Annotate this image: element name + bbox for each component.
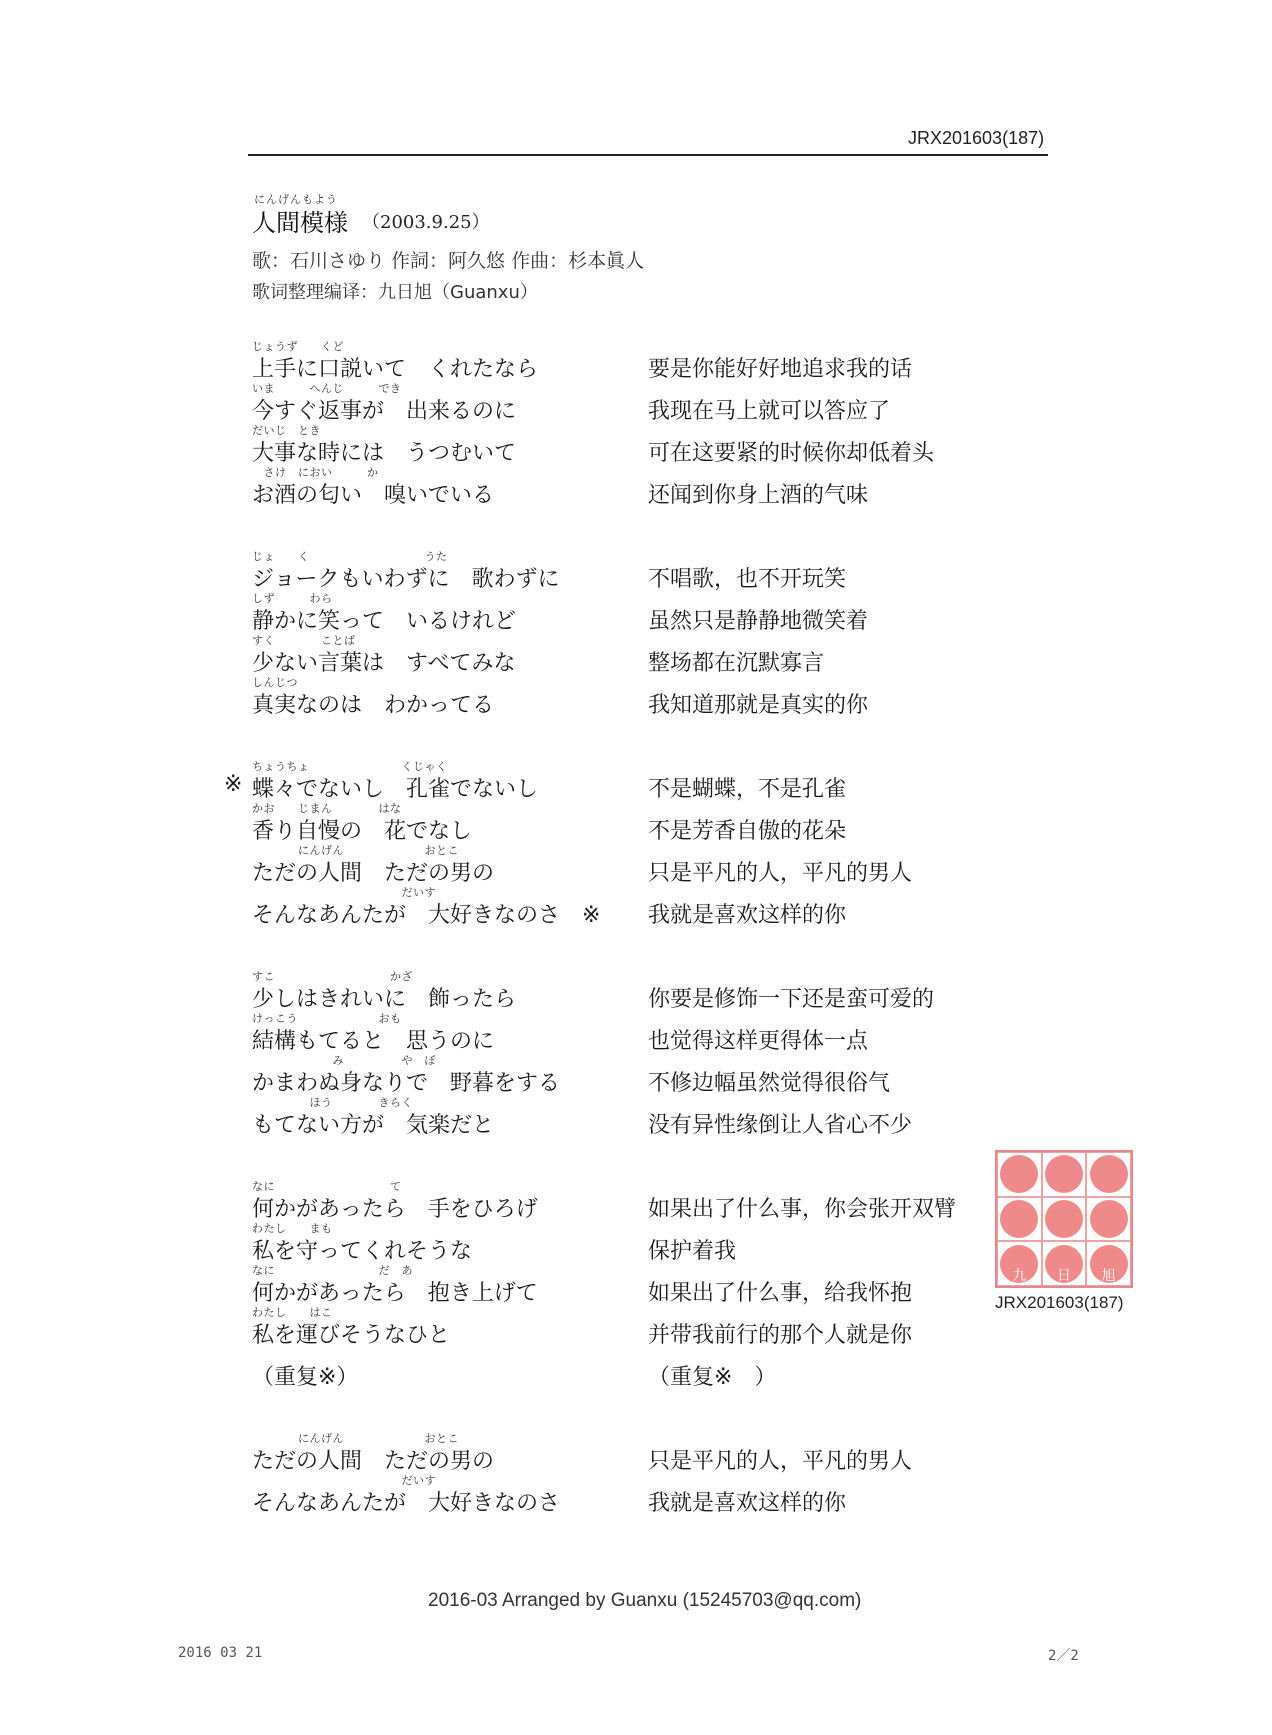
seal-char: 九 [1012, 1268, 1027, 1284]
arranged-by-footer: 2016-03 Arranged by Guanxu (15245703@qq.com) [428, 1590, 862, 1611]
lyric-japanese: そんなあんたが 大好きなのさ ※ [252, 903, 601, 928]
lyric-japanese: 静かに笑って いるけれど [252, 609, 517, 634]
lyric-furigana: すく ことば [252, 634, 356, 647]
song-date: （2003.9.25） [362, 212, 490, 233]
lyric-furigana: だいす [252, 1474, 436, 1487]
lyric-chinese: 你要是修饰一下还是蛮可爱的 [648, 987, 935, 1012]
header-divider [248, 154, 1048, 156]
lyric-japanese: そんなあんたが 大好きなのさ [252, 1491, 561, 1516]
lyric-chinese: 不是芳香自傲的花朵 [648, 819, 847, 844]
print-date: 2016 03 21 [178, 1645, 263, 1661]
lyric-furigana: しず わら [252, 592, 333, 605]
lyric-furigana: だいす [252, 886, 436, 899]
seal-dot [1045, 1155, 1083, 1193]
lyric-chinese: 也觉得这样更得体一点 [648, 1029, 869, 1054]
lyric-furigana: かお じまん はな [252, 802, 402, 815]
lyric-furigana: ちょうちょ くじゃく [252, 760, 448, 773]
lyric-chinese: 不唱歌，也不开玩笑 [648, 567, 847, 592]
lyric-japanese: 少ない言葉は すべてみな [252, 651, 516, 676]
lyric-japanese: かまわぬ身なりで 野暮をする [252, 1071, 561, 1096]
lyric-japanese: 結構もてると 思うのに [252, 1029, 495, 1054]
editor-credit: 歌词整理编译：九日旭（Guanxu） [252, 282, 538, 303]
lyric-chinese: 不修边幅虽然觉得很俗气 [648, 1071, 891, 1096]
lyric-chinese: 保护着我 [648, 1239, 737, 1264]
document-code: JRX201603(187) [908, 128, 1045, 148]
lyric-japanese: 上手に口説いて くれたなら [252, 357, 539, 382]
lyric-furigana: なに て [252, 1180, 402, 1193]
chorus-marker: ※ [224, 772, 243, 797]
lyric-furigana: さけ におい か [252, 466, 379, 479]
lyric-chinese: 虽然只是静静地微笑着 [648, 609, 869, 634]
title-furigana: にんげんもよう [254, 193, 338, 206]
lyric-furigana: じょ く うた [252, 550, 448, 563]
lyric-japanese: 少しはきれいに 飾ったら [252, 987, 517, 1012]
seal-dot [1000, 1200, 1038, 1238]
lyric-japanese: （重复※） [252, 1365, 359, 1390]
lyric-japanese: ただの人間 ただの男の [252, 861, 495, 886]
lyric-japanese: ジョークもいわずに 歌わずに [252, 567, 560, 592]
lyric-chinese: 不是蝴蝶，不是孔雀 [648, 777, 847, 802]
song-title: 人間模様 [252, 209, 348, 237]
lyric-japanese: 真実なのは わかってる [252, 693, 495, 718]
lyric-chinese: 只是平凡的人，平凡的男人 [648, 1449, 913, 1474]
lyric-japanese: 大事な時には うつむいて [252, 441, 517, 466]
lyric-chinese: 如果出了什么事，你会张开双臂 [648, 1197, 957, 1222]
seal-stamp [995, 1150, 1133, 1288]
lyric-japanese: ただの人間 ただの男の [252, 1449, 495, 1474]
lyric-furigana: み や ぼ [252, 1054, 436, 1067]
page-number: 2／2 [1048, 1648, 1079, 1664]
lyric-chinese: 如果出了什么事，给我怀抱 [648, 1281, 913, 1306]
song-credits: 歌：石川さゆり 作詞：阿久悠 作曲：杉本眞人 [252, 250, 645, 272]
seal-dot [1090, 1155, 1128, 1193]
seal-code: JRX201603(187) [995, 1293, 1124, 1312]
lyric-japanese: 私を運びそうなひと [252, 1323, 451, 1348]
lyric-japanese: もてない方が 気楽だと [252, 1113, 495, 1138]
lyric-furigana: すこ かざ [252, 970, 413, 983]
lyric-chinese: 我就是喜欢这样的你 [648, 903, 847, 928]
seal-char: 日 [1056, 1268, 1071, 1284]
lyric-chinese: 还闻到你身上酒的气味 [648, 483, 869, 508]
lyric-chinese: 我知道那就是真实的你 [648, 693, 869, 718]
lyric-chinese: 我现在马上就可以答应了 [648, 399, 891, 424]
lyric-chinese: 整场都在沉默寡言 [648, 651, 825, 676]
lyric-furigana: わたし まも [252, 1222, 333, 1235]
lyric-furigana: ほう きらく [252, 1096, 413, 1109]
lyric-japanese: 私を守ってくれそうな [252, 1239, 473, 1264]
lyric-japanese: 何かがあったら 抱き上げて [252, 1281, 538, 1306]
seal-dot [1045, 1200, 1083, 1238]
lyric-furigana: しんじつ [252, 676, 298, 689]
lyric-furigana: けっこう おも [252, 1012, 402, 1025]
lyric-chinese: 只是平凡的人，平凡的男人 [648, 861, 913, 886]
lyric-japanese: 蝶々でないし 孔雀でないし [252, 777, 539, 802]
lyric-furigana: にんげん おとこ [252, 1432, 459, 1445]
lyric-furigana: じょうず くど [252, 340, 344, 353]
lyric-japanese: 何かがあったら 手をひろげ [252, 1197, 538, 1222]
lyric-chinese: 并带我前行的那个人就是你 [648, 1323, 913, 1348]
lyric-chinese: 我就是喜欢这样的你 [648, 1491, 847, 1516]
lyric-chinese: （重复※ ） [648, 1365, 777, 1390]
lyric-chinese: 没有异性缘倒让人省心不少 [648, 1113, 913, 1138]
lyric-chinese: 可在这要紧的时候你却低着头 [648, 441, 935, 466]
lyric-furigana: なに だ あ [252, 1264, 413, 1277]
seal-dot [1000, 1155, 1038, 1193]
lyric-furigana: いま へんじ でき [252, 382, 402, 395]
seal-dot [1090, 1200, 1128, 1238]
lyric-japanese: お酒の匂い 嗅いでいる [252, 483, 495, 508]
lyric-furigana: わたし はこ [252, 1306, 333, 1319]
lyric-japanese: 香り自慢の 花でなし [252, 819, 473, 844]
seal-char: 旭 [1101, 1268, 1116, 1284]
lyric-chinese: 要是你能好好地追求我的话 [648, 357, 913, 382]
lyric-furigana: にんげん おとこ [252, 844, 459, 857]
lyric-furigana: だいじ とき [252, 424, 321, 437]
lyric-japanese: 今すぐ返事が 出来るのに [252, 399, 517, 424]
